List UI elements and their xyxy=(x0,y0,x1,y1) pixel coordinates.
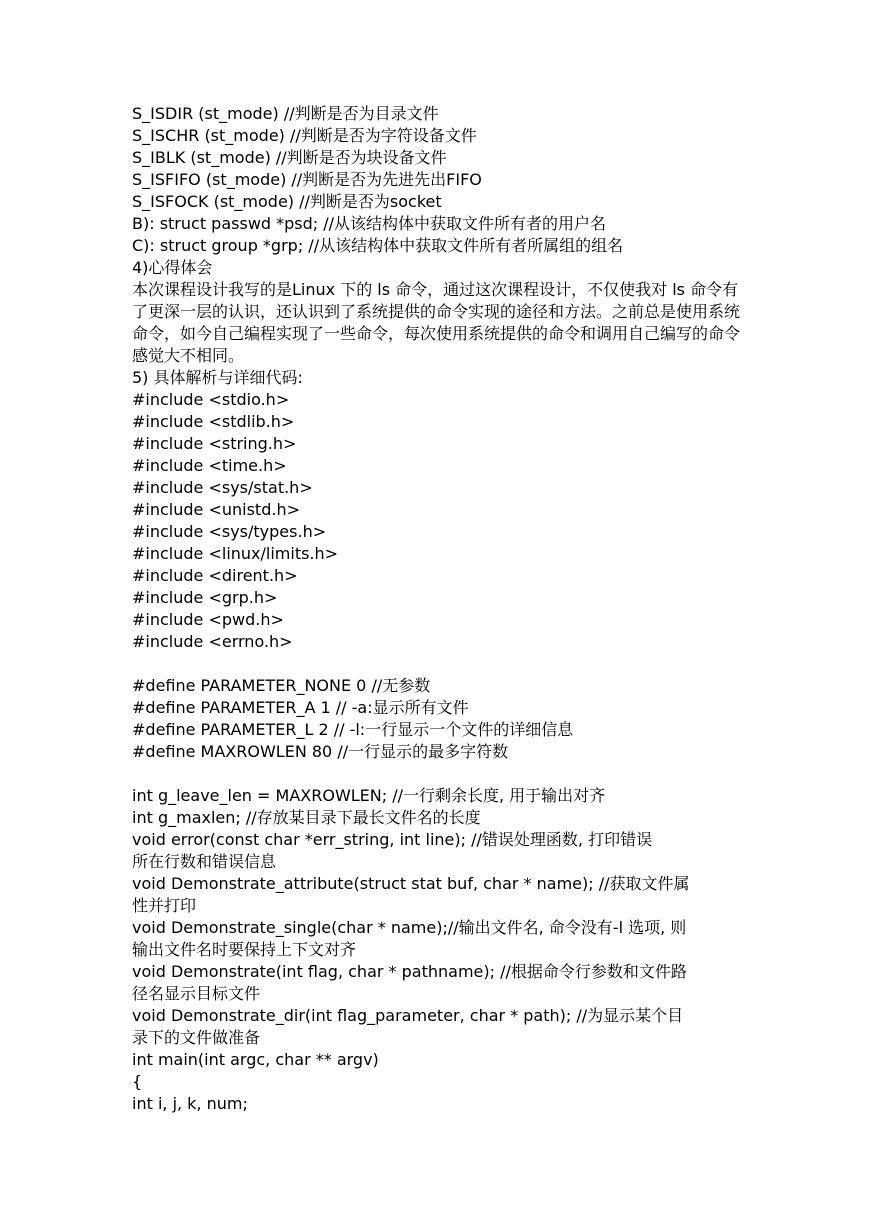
code-line: void Demonstrate_attribute(struct stat buf, char * name); //获取文件属 xyxy=(132,874,690,893)
text-line: S_ISFIFO (st_mode) //判断是否为先进先出FIFO xyxy=(132,170,482,189)
code-line: void Demonstrate(int flag, char * pathname); //根据命令行参数和文件路 xyxy=(132,962,687,981)
text-line: B): struct passwd *psd; //从该结构体中获取文件所有者的用户名 xyxy=(132,214,607,233)
code-line: int g_leave_len = MAXROWLEN; //一行剩余长度, 用于输出对齐 xyxy=(132,786,606,805)
code-line: #include <string.h> xyxy=(132,434,297,453)
code-line: #include <unistd.h> xyxy=(132,500,300,519)
code-line: { xyxy=(132,1072,143,1091)
code-line: #define PARAMETER_L 2 // -l:一行显示一个文件的详细信息 xyxy=(132,720,574,739)
code-line: void Demonstrate_dir(int flag_parameter, char * path); //为显示某个目 xyxy=(132,1006,684,1025)
code-line: 输出文件名时要保持上下文对齐 xyxy=(132,940,357,959)
code-line: int g_maxlen; //存放某目录下最长文件名的长度 xyxy=(132,808,481,827)
code-line: 所在行数和错误信息 xyxy=(132,852,277,871)
code-line: void error(const char *err_string, int line); //错误处理函数, 打印错误 xyxy=(132,830,653,849)
blank-line xyxy=(132,763,744,785)
code-line: #include <dirent.h> xyxy=(132,566,298,585)
text-line: S_ISCHR (st_mode) //判断是否为字符设备文件 xyxy=(132,126,477,145)
blank-line xyxy=(132,653,744,675)
section-heading-reflection: 4)心得体会 xyxy=(132,258,213,277)
code-line: #include <sys/stat.h> xyxy=(132,478,313,497)
code-line: #include <pwd.h> xyxy=(132,610,284,629)
code-line: #include <stdlib.h> xyxy=(132,412,295,431)
macro-list xyxy=(132,103,744,257)
reflection-paragraph: 本次课程设计我写的是Linux 下的 ls 命令，通过这次课程设计，不仅使我对 ls 命令有了更深一层的认识，还认识到了系统提供的命令实现的途径和方法。之前总是使用系统命令，如今自己编程实现了一些命令，每次使用系统提供的命令和调用自己编写的命令感觉大不相同。 xyxy=(132,280,741,365)
code-line: int main(int argc, char ** argv) xyxy=(132,1050,379,1069)
code-line: 径名显示目标文件 xyxy=(132,984,261,1003)
code-line: #include <grp.h> xyxy=(132,588,278,607)
code-line: 录下的文件做准备 xyxy=(132,1028,261,1047)
text-line: S_ISFOCK (st_mode) //判断是否为socket xyxy=(132,192,442,211)
section-heading-code: 5) 具体解析与详细代码: xyxy=(132,368,303,387)
document-body xyxy=(132,103,744,1115)
declaration-list xyxy=(132,785,744,1115)
code-line: #include <time.h> xyxy=(132,456,287,475)
code-line: #define PARAMETER_NONE 0 //无参数 xyxy=(132,676,431,695)
code-line: #define PARAMETER_A 1 // -a:显示所有文件 xyxy=(132,698,469,717)
text-line: C): struct group *grp; //从该结构体中获取文件所有者所属组的组名 xyxy=(132,236,624,255)
define-list xyxy=(132,675,744,763)
include-list xyxy=(132,389,744,653)
code-line: void Demonstrate_single(char * name);//输出文件名, 命令没有-l 选项, 则 xyxy=(132,918,687,937)
text-line: S_ISDIR (st_mode) //判断是否为目录文件 xyxy=(132,104,439,123)
text-line: S_IBLK (st_mode) //判断是否为块设备文件 xyxy=(132,148,447,167)
code-line: #include <sys/types.h> xyxy=(132,522,327,541)
code-line: #include <errno.h> xyxy=(132,632,293,651)
code-line: #include <stdio.h> xyxy=(132,390,290,409)
code-line: int i, j, k, num; xyxy=(132,1094,248,1113)
code-line: #include <linux/limits.h> xyxy=(132,544,339,563)
code-line: 性并打印 xyxy=(132,896,197,915)
code-line: #define MAXROWLEN 80 //一行显示的最多字符数 xyxy=(132,742,509,761)
